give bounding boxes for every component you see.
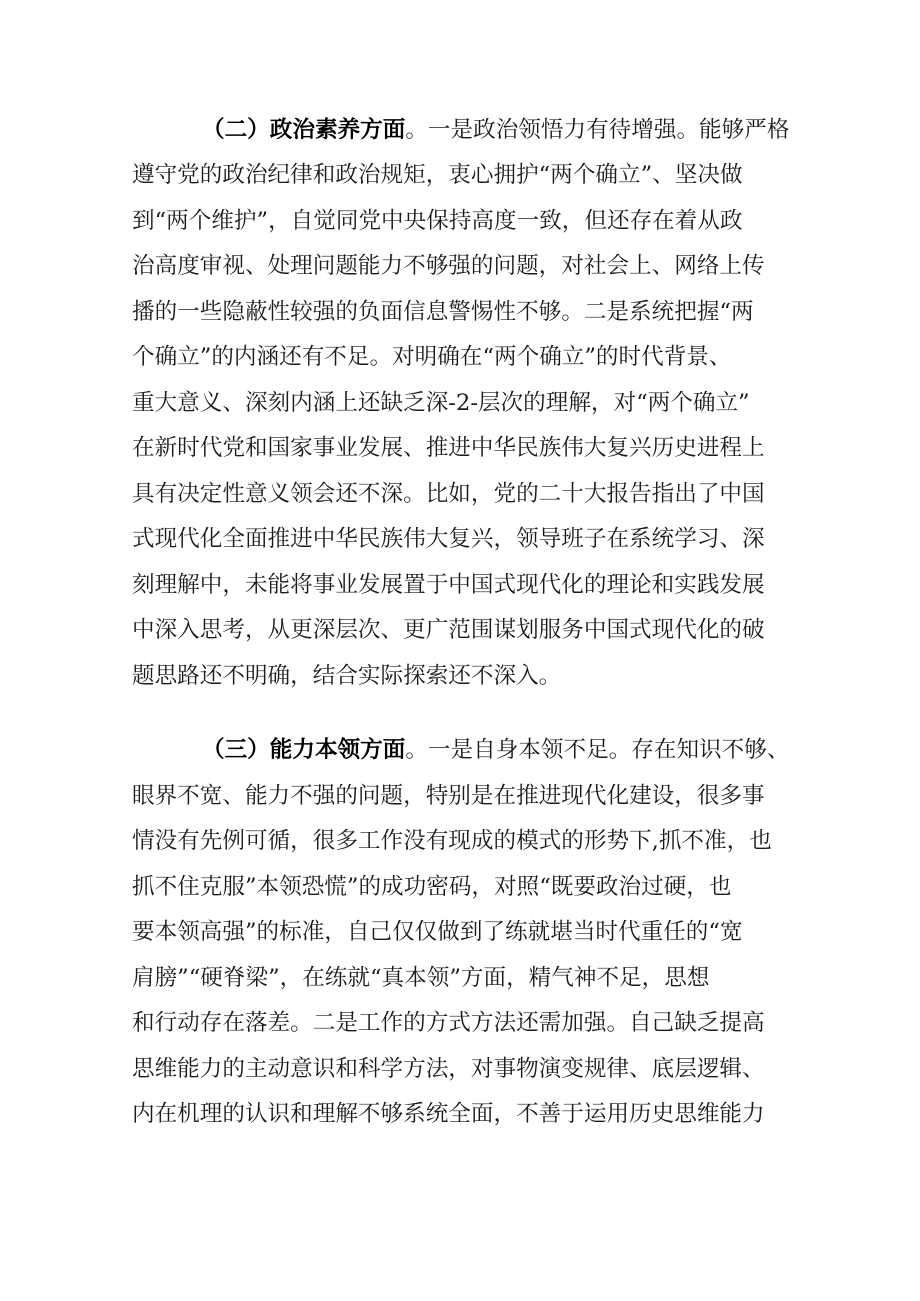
paragraph-line: 内在机理的认识和理解不够系统全面，不善于运用历史思维能力	[132, 1101, 765, 1127]
paragraph-line: 情没有先例可循，很多工作没有现成的模式的形势下,抓不准，也	[132, 828, 772, 854]
section-heading: （二）政治素养方面	[202, 117, 406, 143]
paragraph-line: 治高度审视、处理问题能力不够强的问题，对社会上、网络上传	[132, 253, 765, 279]
paragraph-line	[202, 730, 796, 770]
paragraph-text: 。一是政治领悟力有待增强。能够严格	[405, 117, 790, 143]
paragraph-line: 中深入思考，从更深层次、更广范围谋划服务中国式现代化的破	[132, 617, 765, 643]
paragraph-line: 播的一些隐蔽性较强的负面信息警惕性不够。二是系统把握“两	[132, 299, 754, 325]
paragraph-line: 到“两个维护”，自觉同党中央保持高度一致，但还存在着从政	[132, 208, 743, 234]
paragraph-line: 和行动存在落差。二是工作的方式方法还需加强。自己缺乏提高	[132, 1010, 765, 1036]
paragraph-line: 眼界不宽、能力不强的问题，特别是在推进现代化建设，很多事	[132, 783, 765, 809]
paragraph-line: 式现代化全面推进中华民族伟大复兴，领导班子在系统学习、深	[132, 526, 765, 552]
paragraph-line: 题思路还不明确，结合实际探索还不深入。	[132, 663, 562, 689]
paragraph-line: 在新时代党和国家事业发展、推进中华民族伟大复兴历史进程上	[132, 435, 765, 461]
paragraph-line: 具有决定性意义领会还不深。比如，党的二十大报告指出了中国	[132, 481, 765, 507]
paragraph-line: 要本领高强”的标准，自己仅仅做到了练就堪当时代重任的“宽	[132, 919, 743, 945]
paragraph-line: 抓不住克服”本领恐慌”的成功密码，对照“既要政治过硬，也	[132, 874, 732, 900]
paragraph-text: 。一是自身本领不足。存在知识不够、	[405, 737, 790, 763]
paragraph-line	[202, 110, 796, 150]
paragraph-line: 个确立”的内涵还有不足。对明确在“两个确立”的时代背景、	[132, 344, 732, 370]
section-heading: （三）能力本领方面	[202, 737, 406, 763]
paragraph-line: 刻理解中，未能将事业发展置于中国式现代化的理论和实践发展	[132, 572, 765, 598]
paragraph-line: 肩膀”“硬脊梁”，在练就“真本领”方面，精气神不足，思想	[132, 965, 710, 991]
paragraph-line: 思维能力的主动意识和科学方法，对事物演变规律、底层逻辑、	[132, 1056, 765, 1082]
paragraph-line: 遵守党的政治纪律和政治规矩，衷心拥护“两个确立”、坚决做	[132, 162, 743, 188]
paragraph-line: 重大意义、深刻内涵上还缺乏深-2-层次的理解，对“两个确立”	[132, 390, 750, 416]
